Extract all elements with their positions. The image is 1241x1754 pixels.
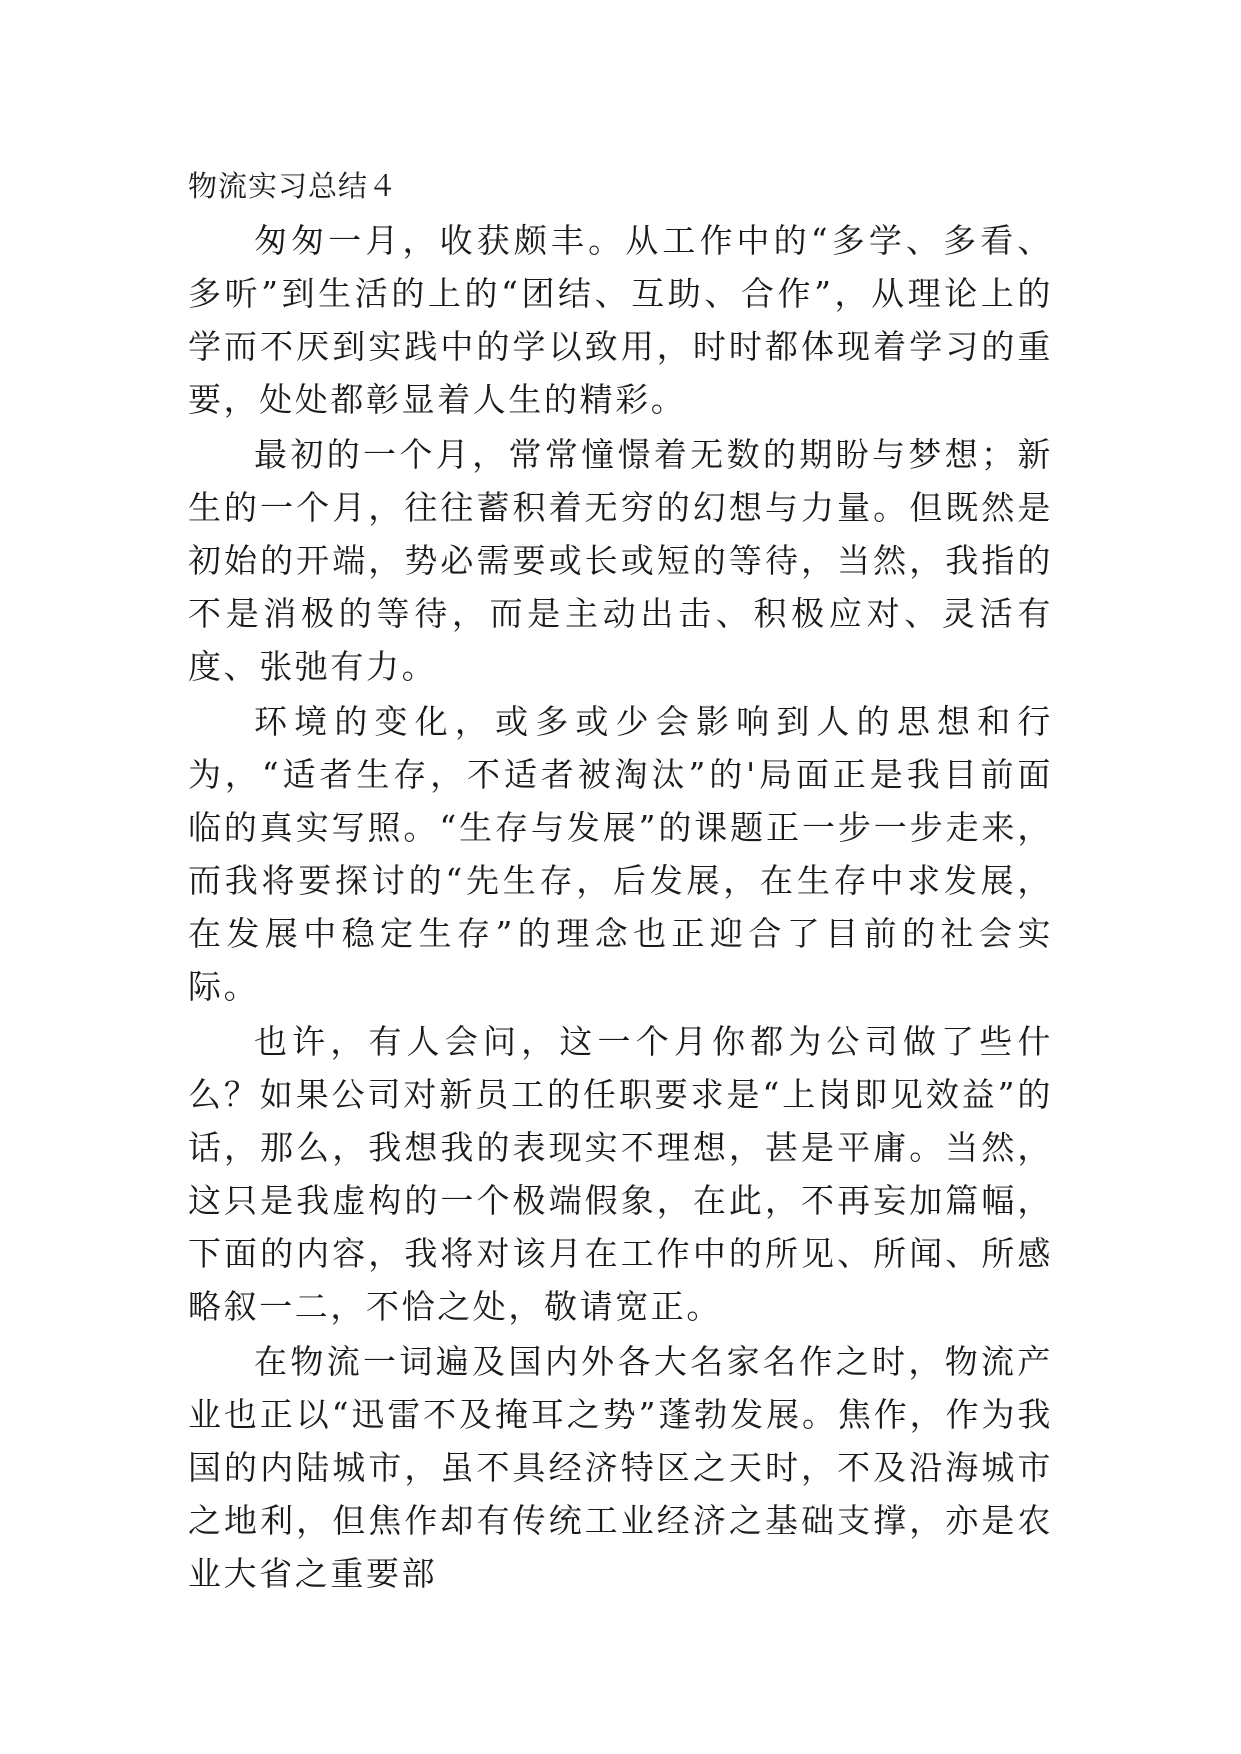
document-title: 物流实习总结４ [188, 169, 399, 203]
document-body [188, 160, 1053, 1600]
paragraph-4: 也许，有人会问，这一个月你都为公司做了些什么？如果公司对新员工的任职要求是“上岗即见效益”的话，那么，我想我的表现实不理想，甚是平庸。当然，这只是我虚构的一个极端假象，在此，不再妄加篇幅，下面的内容，我将对该月在工作中的所见、所闻、所感略叙一二，不恰之处，敬请宽正。 [188, 1022, 1053, 1326]
paragraph-5: 在物流一词遍及国内外各大名家名作之时，物流产业也正以“迅雷不及掩耳之势”蓬勃发展。焦作，作为我国的内陆城市，虽不具经济特区之天时，不及沿海城市之地利，但焦作却有传统工业经济之基础支撑，亦是农业大省之重要部 [188, 1342, 1053, 1593]
paragraph-3: 环境的变化，或多或少会影响到人的思想和行为，“适者生存，不适者被淘汰”的'局面正是我目前面临的真实写照。“生存与发展”的课题正一步一步走来，而我将要探讨的“先生存，后发展，在生存中求发展，在发展中稳定生存”的理念也正迎合了目前的社会实际。 [188, 702, 1053, 1006]
paragraph-1: 匆匆一月，收获颇丰。从工作中的“多学、多看、多听”到生活的上的“团结、互助、合作”，从理论上的学而不厌到实践中的学以致用，时时都体现着学习的重要，处处都彰显着人生的精彩。 [188, 221, 1053, 419]
paragraph-2: 最初的一个月，常常憧憬着无数的期盼与梦想；新生的一个月，往往蓄积着无穷的幻想与力量。但既然是初始的开端，势必需要或长或短的等待，当然，我指的不是消极的等待，而是主动出击、积极应对、灵活有度、张弛有力。 [188, 435, 1053, 686]
